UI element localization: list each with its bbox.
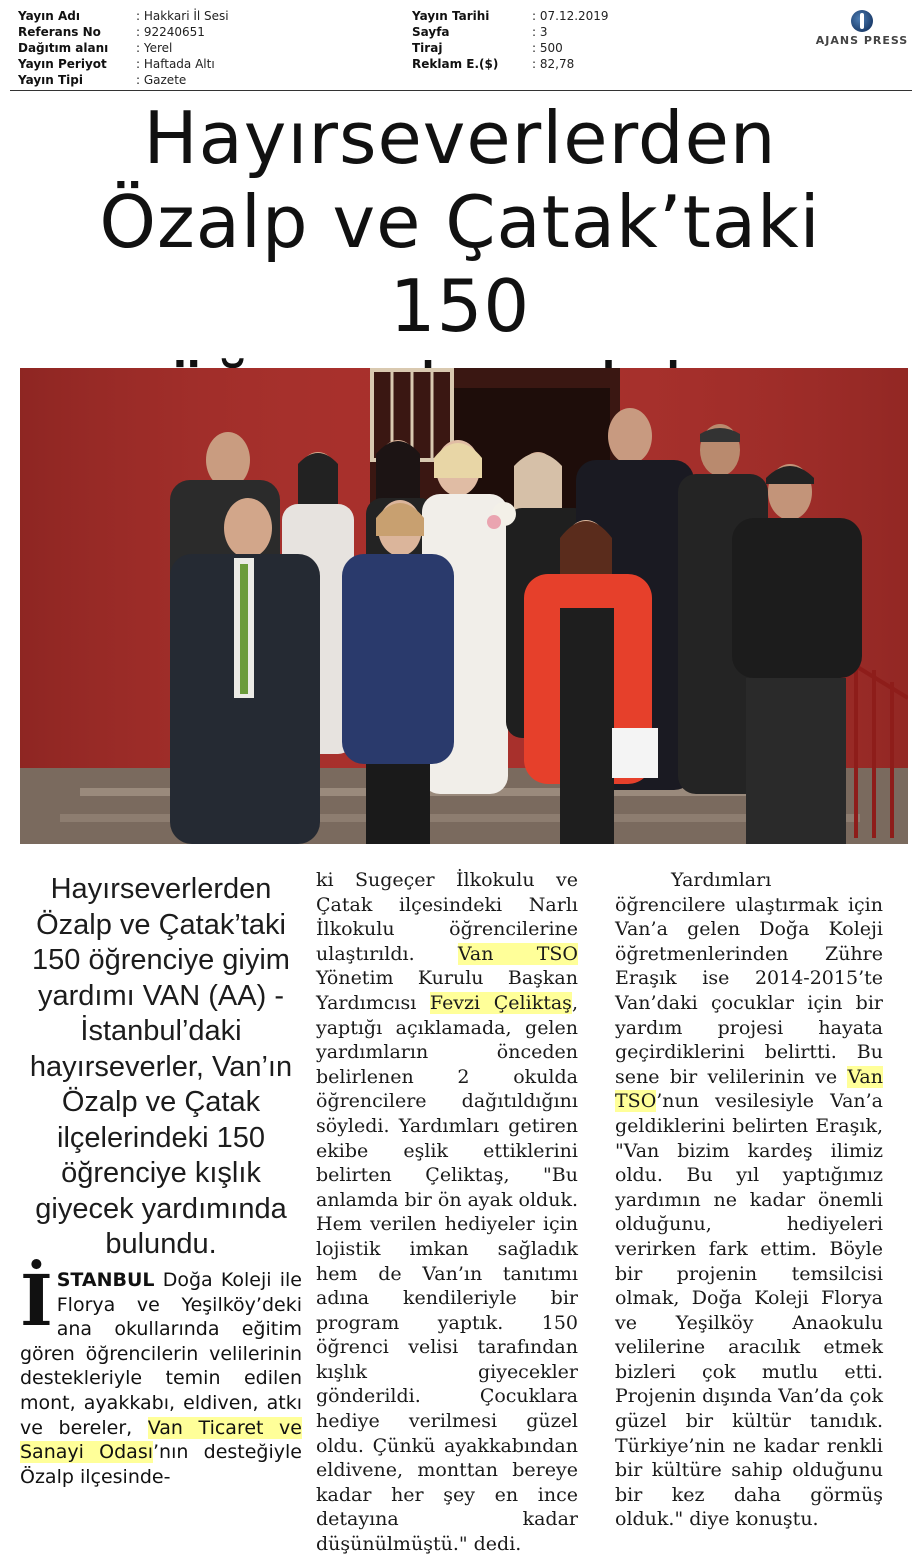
highlighted-text: Van TSO [457, 942, 578, 965]
meta-row [412, 8, 609, 24]
meta-row [18, 72, 229, 88]
ajans-press-logo-icon [851, 10, 873, 32]
meta-label: Referans No [18, 25, 101, 39]
logo-text: AJANS PRESS [815, 34, 909, 47]
meta-label: Tiraj [412, 41, 443, 55]
meta-label: Yayın Periyot [18, 57, 107, 71]
column-2-paragraph [316, 868, 578, 1557]
article-column-2 [316, 868, 578, 1557]
meta-row [412, 24, 609, 40]
meta-row [18, 56, 229, 72]
meta-row [412, 40, 609, 56]
drop-cap: İ [20, 1259, 53, 1342]
article-column-3 [615, 868, 883, 1532]
lead-paragraph: Hayırseverlerden Özalp ve Çatak’taki 150 öğrenciye giyim yardımı VAN (AA) - İstanbul’daki hayırseverler, Van’ın Özalp ve Çatak ilçelerindeki 150 öğrenciye kışlık giyecek yardımında bulundu. [29, 873, 293, 1260]
header-divider [10, 90, 912, 91]
column-3-paragraph [615, 868, 883, 1532]
body-text: ki Sugeçer İlkokulu ve Çatak ilçesindeki Narlı İlkokulu öğrencilerine ulaştırıldı. [316, 869, 578, 965]
article-lead [20, 872, 302, 1263]
article-photo [20, 368, 908, 844]
meta-right [412, 8, 609, 72]
body-text: Yardımları öğrencilere ulaştırmak için Van’a gelen Doğa Koleji öğretmenlerinden Zühre Eraşık ise 2014-2015’te Van’daki çocuklar için bir yardım projesi hayata geçirdiklerini belirtti. Bu sene bir velilerinin ve [615, 869, 883, 1088]
ajans-press-logo [812, 10, 912, 47]
body-text: , yaptığı açıklamada, gelen yardımların önceden belirlenen 2 okulda öğrencilere dağıtıldığını söyledi. Yardımları getiren ekibe eşlik ettiklerini belirten Çeliktaş, "Bu anlamda bir ön ayak olduk. Hem verilen hediyeler için lojistik imkan sağladık hem de Van’ın tanıtımı adına kendileriyle bir program yaptık. 150 öğrenci velisi tarafından kışlık giyecekler gönderildi. Çocuklara hediye verilmesi güzel oldu. Çünkü ayakkabından eldivene, monttan bereye kadar her şey en ince detayına kadar düşünülmüştü." dedi. [316, 991, 579, 1556]
highlighted-text: Van TSO [615, 1065, 883, 1113]
meta-value: : Gazete [136, 72, 186, 88]
meta-value: : Hakkari İl Sesi [136, 8, 229, 24]
dateline: STANBUL [56, 1269, 155, 1291]
meta-value: : Haftada Altı [136, 56, 215, 72]
meta-label: Dağıtım alanı [18, 41, 109, 55]
body-text: Yönetim Kurulu Başkan Yardımcısı [316, 967, 578, 1014]
meta-label: Sayfa [412, 25, 450, 39]
body-text: ’nın desteğiyle Özalp ilçesinde- [20, 1441, 302, 1488]
group-photo-illustration [20, 368, 908, 844]
meta-row [412, 56, 609, 72]
meta-label: Reklam E.($) [412, 57, 499, 71]
meta-value: : Yerel [136, 40, 172, 56]
meta-value: : 500 [532, 40, 563, 56]
meta-label: Yayın Adı [18, 9, 80, 23]
highlighted-text: Fevzi Çeliktaş [429, 991, 572, 1014]
highlighted-text: Van Ticaret ve Sanayi Odası [20, 1416, 302, 1464]
meta-value: : 07.12.2019 [532, 8, 609, 24]
meta-row [18, 8, 229, 24]
meta-label: Yayın Tarihi [412, 9, 490, 23]
meta-value: : 82,78 [532, 56, 574, 72]
meta-value: : 92240651 [136, 24, 205, 40]
body-text: ’nun vesilesiyle Van’a geldiklerini belirten Eraşık, "Van bizim kardeş ilimiz oldu. Bu yıl yaptığımız yardımın ne kadar önemli olduğunu, hediyeleri verirken fark ettim. Böyle bir projenin temsilcisi olmak, Doğa Koleji Florya ve Yeşilköy Anaokulu velilerine aracılık etmek bizleri çok mutlu etti. Projenin dışında Van’da çok güzel bir kültür tanıdık. Türkiye’nin ne kadar renkli bir kültüre sahip olduğunu bir kez daha görmüş olduk." diye konuştu. [615, 1090, 883, 1531]
meta-row [18, 24, 229, 40]
headline-line: Özalp ve Çatak’taki 150 [99, 180, 821, 348]
article-column-1 [20, 1259, 302, 1489]
meta-label: Yayın Tipi [18, 73, 83, 87]
meta-row [18, 40, 229, 56]
column-1-paragraph [20, 1259, 302, 1489]
meta-left [18, 8, 229, 88]
body-text: Doğa Koleji ile Florya ve Yeşilköy’deki ana okullarında eğitim gören öğrencilerin velilerinin destekleriyle temin edilen mont, ayakkabı, eldiven, atkı ve bereler, [20, 1269, 302, 1439]
headline-line: Hayırseverlerden [143, 96, 777, 180]
meta-value: : 3 [532, 24, 548, 40]
